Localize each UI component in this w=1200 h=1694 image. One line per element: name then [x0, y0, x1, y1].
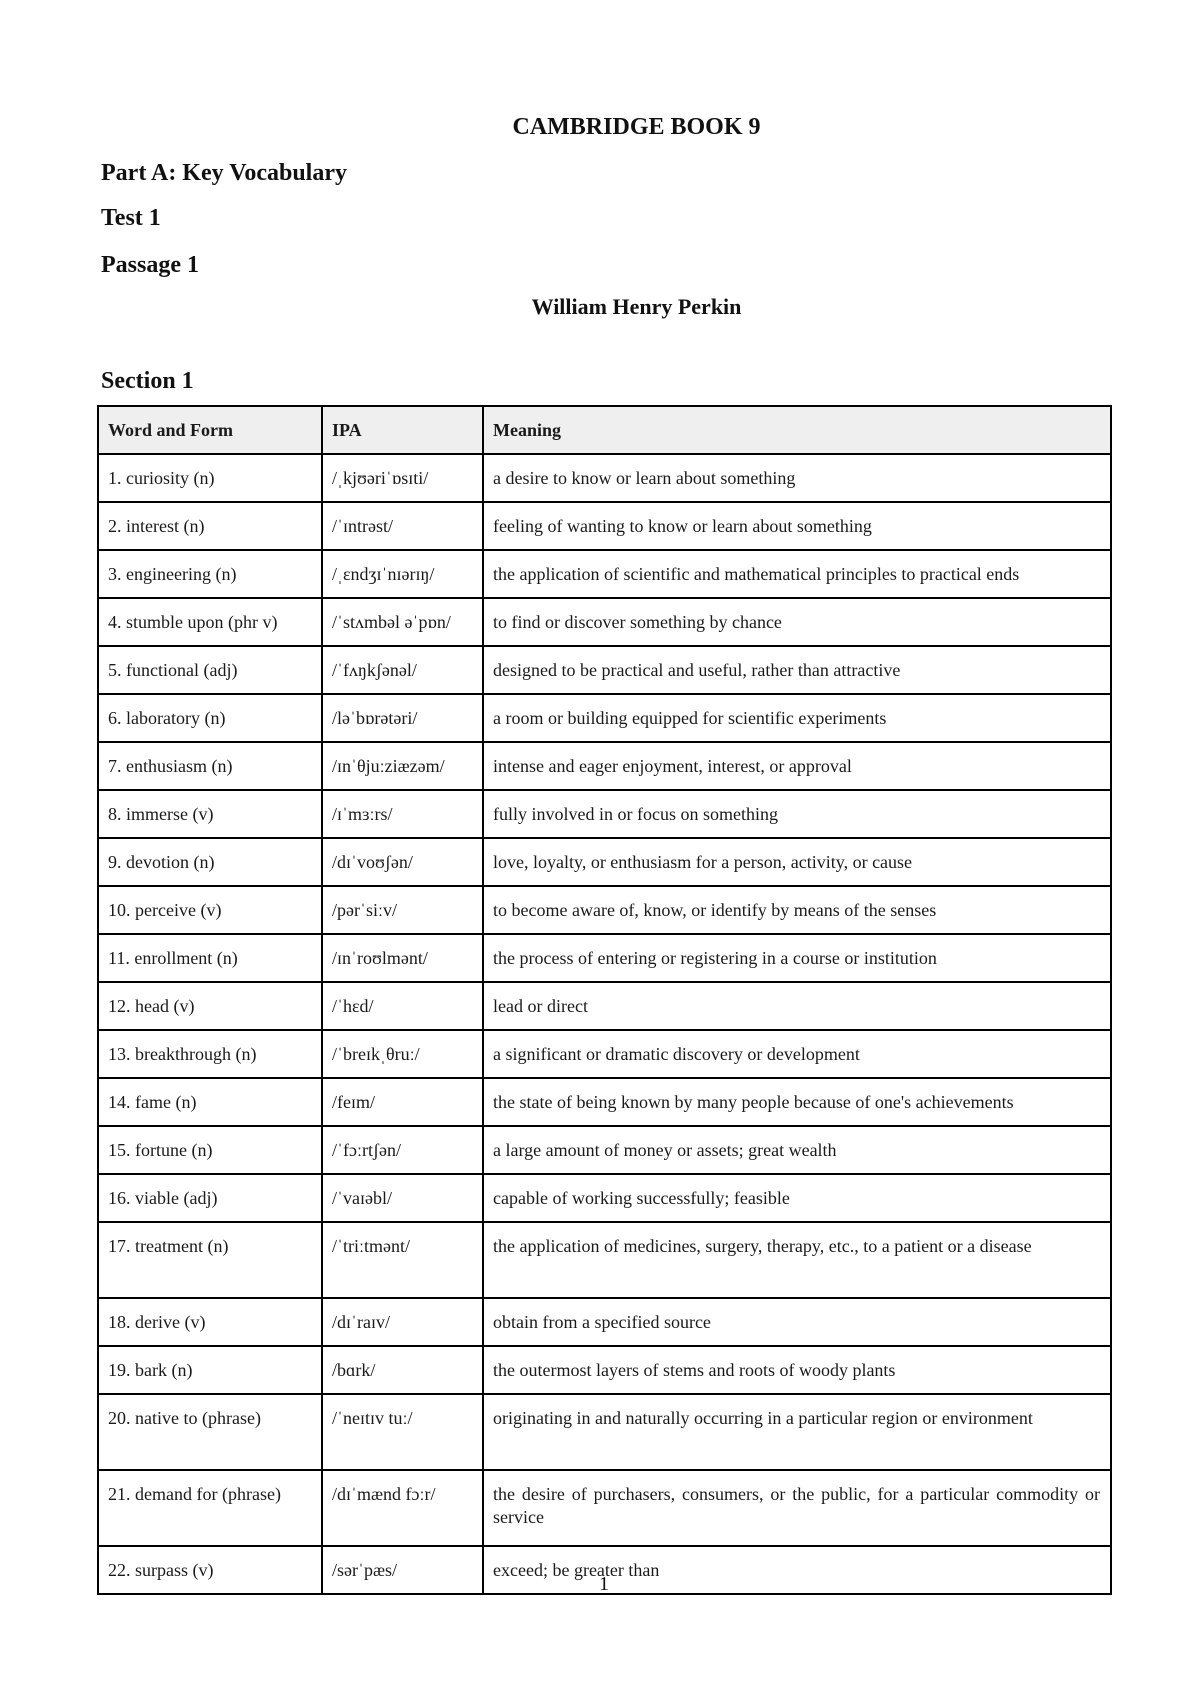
- table-row: [98, 1222, 1111, 1298]
- ipa-cell: /dɪˈmænd fɔːr/: [322, 1470, 483, 1546]
- ipa-cell: /ˈbreɪkˌθruː/: [322, 1030, 483, 1078]
- ipa-cell: /ɪnˈroʊlmənt/: [322, 934, 483, 982]
- word-cell: 3. engineering (n): [98, 550, 322, 598]
- meaning-cell: love, loyalty, or enthusiasm for a person, activity, or cause: [483, 838, 1111, 886]
- meaning-cell: to find or discover something by chance: [483, 598, 1111, 646]
- table-row: [98, 550, 1111, 598]
- word-cell: 20. native to (phrase): [98, 1394, 322, 1470]
- meaning-cell: originating in and naturally occurring in a particular region or environment: [483, 1394, 1111, 1470]
- word-cell: 11. enrollment (n): [98, 934, 322, 982]
- table-row: [98, 742, 1111, 790]
- ipa-cell: /ˈvaɪəbl/: [322, 1174, 483, 1222]
- table-row: [98, 790, 1111, 838]
- ipa-cell: /ˌɛndʒɪˈnɪərɪŋ/: [322, 550, 483, 598]
- word-cell: 10. perceive (v): [98, 886, 322, 934]
- column-header-meaning: Meaning: [483, 406, 1111, 454]
- meaning-cell: to become aware of, know, or identify by means of the senses: [483, 886, 1111, 934]
- ipa-cell: /ˈtriːtmənt/: [322, 1222, 483, 1298]
- ipa-cell: /pərˈsiːv/: [322, 886, 483, 934]
- meaning-cell: a significant or dramatic discovery or development: [483, 1030, 1111, 1078]
- table-row: [98, 1174, 1111, 1222]
- word-cell: 15. fortune (n): [98, 1126, 322, 1174]
- meaning-cell: feeling of wanting to know or learn about something: [483, 502, 1111, 550]
- meaning-cell: a desire to know or learn about something: [483, 454, 1111, 502]
- ipa-cell: /ˈhɛd/: [322, 982, 483, 1030]
- meaning-cell: the application of scientific and mathematical principles to practical ends: [483, 550, 1111, 598]
- ipa-cell: /ˈneɪtɪv tuː/: [322, 1394, 483, 1470]
- meaning-cell: obtain from a specified source: [483, 1298, 1111, 1346]
- table-row: [98, 838, 1111, 886]
- table-row: [98, 502, 1111, 550]
- ipa-cell: /ˈstʌmbəl əˈpɒn/: [322, 598, 483, 646]
- ipa-cell: /ˈɪntrəst/: [322, 502, 483, 550]
- word-cell: 21. demand for (phrase): [98, 1470, 322, 1546]
- ipa-cell: /bɑrk/: [322, 1346, 483, 1394]
- word-cell: 4. stumble upon (phr v): [98, 598, 322, 646]
- page-number: 1: [599, 1573, 609, 1595]
- table-row: [98, 694, 1111, 742]
- meaning-cell: the state of being known by many people because of one's achievements: [483, 1078, 1111, 1126]
- ipa-cell: /dɪˈraɪv/: [322, 1298, 483, 1346]
- table-row: [98, 598, 1111, 646]
- part-heading: Part A: Key Vocabulary: [101, 160, 347, 186]
- vocabulary-table: [97, 405, 1112, 1595]
- meaning-cell: fully involved in or focus on something: [483, 790, 1111, 838]
- meaning-cell: lead or direct: [483, 982, 1111, 1030]
- meaning-cell: the process of entering or registering in a course or institution: [483, 934, 1111, 982]
- word-cell: 22. surpass (v): [98, 1546, 322, 1594]
- word-cell: 12. head (v): [98, 982, 322, 1030]
- table-row: [98, 1394, 1111, 1470]
- word-cell: 2. interest (n): [98, 502, 322, 550]
- column-header-word: Word and Form: [98, 406, 322, 454]
- word-cell: 13. breakthrough (n): [98, 1030, 322, 1078]
- word-cell: 8. immerse (v): [98, 790, 322, 838]
- word-cell: 5. functional (adj): [98, 646, 322, 694]
- table-row: [98, 1078, 1111, 1126]
- word-cell: 9. devotion (n): [98, 838, 322, 886]
- table-row: [98, 934, 1111, 982]
- meaning-cell: a room or building equipped for scientific experiments: [483, 694, 1111, 742]
- table-row: [98, 1126, 1111, 1174]
- test-heading: Test 1: [101, 205, 161, 231]
- meaning-cell: intense and eager enjoyment, interest, or approval: [483, 742, 1111, 790]
- table-row: [98, 1030, 1111, 1078]
- meaning-cell: designed to be practical and useful, rather than attractive: [483, 646, 1111, 694]
- ipa-cell: /feɪm/: [322, 1078, 483, 1126]
- table-row: [98, 982, 1111, 1030]
- passage-heading: Passage 1: [101, 252, 199, 278]
- ipa-cell: /ləˈbɒrətəri/: [322, 694, 483, 742]
- meaning-cell: exceed; be greater than: [483, 1546, 1111, 1594]
- table-header-row: [98, 406, 1111, 454]
- table-row: [98, 646, 1111, 694]
- meaning-cell: the application of medicines, surgery, therapy, etc., to a patient or a disease: [483, 1222, 1111, 1298]
- ipa-cell: /ˈfɔːrtʃən/: [322, 1126, 483, 1174]
- table-row: [98, 1470, 1111, 1546]
- section-heading: Section 1: [101, 368, 194, 394]
- word-cell: 1. curiosity (n): [98, 454, 322, 502]
- word-cell: 16. viable (adj): [98, 1174, 322, 1222]
- table-row: [98, 1298, 1111, 1346]
- table-row: [98, 454, 1111, 502]
- ipa-cell: /sərˈpæs/: [322, 1546, 483, 1594]
- meaning-cell: the outermost layers of stems and roots of woody plants: [483, 1346, 1111, 1394]
- ipa-cell: /ˈfʌŋkʃənəl/: [322, 646, 483, 694]
- passage-title: William Henry Perkin: [531, 294, 742, 319]
- ipa-cell: /ˌkjʊəriˈɒsɪti/: [322, 454, 483, 502]
- meaning-cell: a large amount of money or assets; great wealth: [483, 1126, 1111, 1174]
- table-row: [98, 886, 1111, 934]
- ipa-cell: /dɪˈvoʊʃən/: [322, 838, 483, 886]
- table-row: [98, 1346, 1111, 1394]
- meaning-cell: capable of working successfully; feasible: [483, 1174, 1111, 1222]
- word-cell: 17. treatment (n): [98, 1222, 322, 1298]
- page-title: CAMBRIDGE BOOK 9: [512, 114, 761, 140]
- word-cell: 7. enthusiasm (n): [98, 742, 322, 790]
- ipa-cell: /ɪˈmɜːrs/: [322, 790, 483, 838]
- word-cell: 14. fame (n): [98, 1078, 322, 1126]
- word-cell: 18. derive (v): [98, 1298, 322, 1346]
- word-cell: 19. bark (n): [98, 1346, 322, 1394]
- word-cell: 6. laboratory (n): [98, 694, 322, 742]
- ipa-cell: /ɪnˈθjuːziæzəm/: [322, 742, 483, 790]
- meaning-cell: the desire of purchasers, consumers, or the public, for a particular commodity or service: [483, 1470, 1111, 1546]
- column-header-ipa: IPA: [322, 406, 483, 454]
